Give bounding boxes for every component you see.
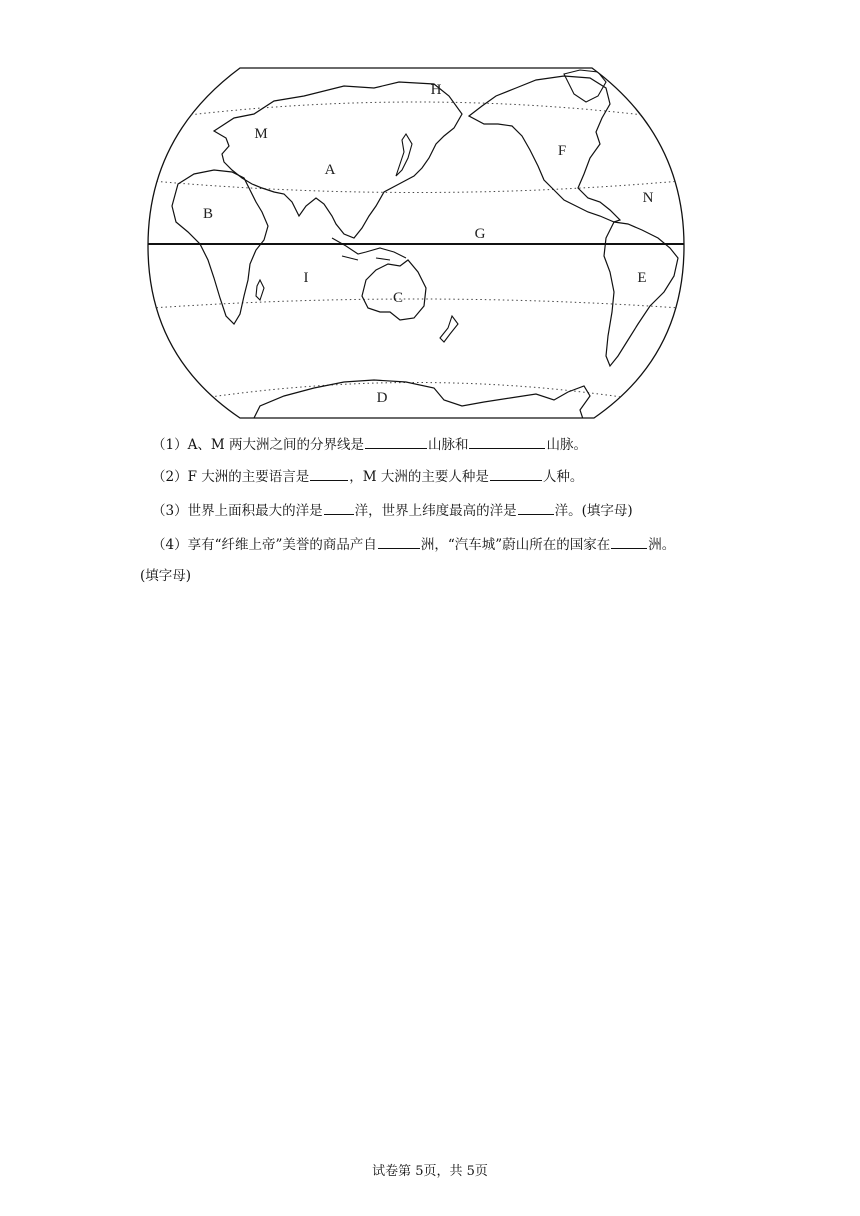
- madagascar-outline: [256, 280, 264, 300]
- label-f: F: [557, 143, 567, 159]
- label-m: M: [254, 126, 268, 142]
- question-text: 洲。: [648, 537, 676, 553]
- question-1: [152, 434, 587, 455]
- question-number: （4）: [152, 537, 188, 553]
- answer-blank[interactable]: [310, 466, 348, 481]
- answer-blank[interactable]: [611, 534, 647, 549]
- question-number: （1）: [152, 437, 188, 453]
- label-d: D: [376, 390, 388, 406]
- africa-outline: [172, 170, 268, 324]
- label-n: N: [642, 190, 654, 206]
- world-map: [144, 66, 688, 422]
- question-2: [152, 466, 583, 487]
- north-america-outline: [469, 76, 620, 222]
- question-number: （2）: [152, 469, 188, 485]
- question-text: 山脉和: [427, 437, 469, 453]
- question-text: F 大洲的主要语言是: [187, 469, 310, 485]
- label-a: A: [324, 162, 336, 178]
- question-text: 世界上面积最大的洋是: [187, 503, 323, 519]
- eurasia-outline: [214, 82, 462, 238]
- answer-blank[interactable]: [365, 434, 427, 449]
- greenland-outline: [564, 70, 606, 102]
- question-text: 享有“纤维上帝”美誉的商品产自: [187, 537, 377, 553]
- new-zealand-outline: [440, 316, 458, 342]
- question-4-continuation: (填字母): [140, 568, 192, 584]
- tropic-of-cancer-line: [152, 181, 680, 193]
- question-text: 洲，“汽车城”蔚山所在的国家在: [420, 537, 611, 553]
- answer-blank[interactable]: [490, 466, 542, 481]
- japan-outline: [396, 134, 412, 176]
- question-number: （3）: [152, 503, 188, 519]
- question-text: 山脉。: [546, 437, 587, 453]
- question-text: ，M 大洲的主要人种是: [349, 469, 489, 485]
- antarctic-circle-line: [184, 383, 648, 402]
- question-4: [152, 534, 675, 555]
- antarctica-outline: [252, 380, 590, 422]
- label-h: H: [430, 82, 442, 98]
- label-c: C: [392, 290, 404, 306]
- question-text: 人种。: [542, 469, 584, 485]
- label-g: G: [474, 226, 486, 242]
- arctic-circle-line: [164, 102, 668, 118]
- label-e: E: [637, 270, 647, 286]
- question-text: 洋。(填字母): [554, 503, 633, 519]
- tropic-of-capricorn-line: [152, 299, 680, 308]
- answer-blank[interactable]: [518, 500, 554, 515]
- indonesia-outline: [332, 238, 406, 260]
- question-3: [152, 500, 633, 521]
- question-text: 洋，世界上纬度最高的洋是: [354, 503, 517, 519]
- answer-blank[interactable]: [378, 534, 420, 549]
- answer-blank[interactable]: [469, 434, 545, 449]
- label-b: B: [202, 206, 214, 222]
- question-text: A、M 两大洲之间的分界线是: [187, 437, 364, 453]
- answer-blank[interactable]: [324, 500, 354, 515]
- page-footer: 试卷第 5页，共 5页: [372, 1164, 488, 1179]
- label-i: I: [303, 270, 309, 286]
